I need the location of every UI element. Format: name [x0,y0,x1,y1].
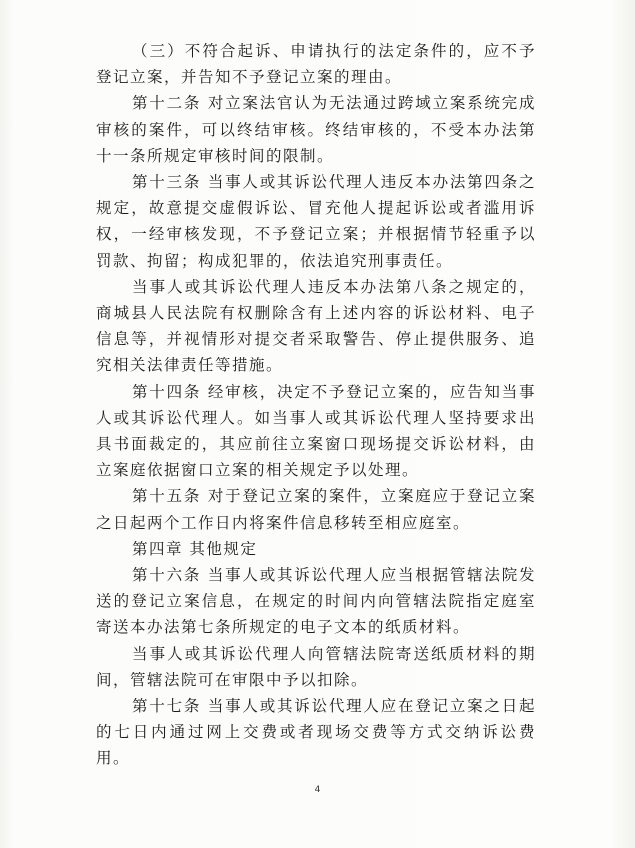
document-body [96,38,536,772]
article-17: 第十七条 当事人或其诉讼代理人应在登记立案之日起的七日内通过网上交费或者现场交费等方式交纳诉讼费用。 [96,697,536,768]
page-number: 4 [314,785,321,795]
article-15: 第十五条 对于登记立案的案件，立案庭应于登记立案之日起两个工作日内将案件信息移转至相应庭室。 [96,487,536,532]
article-14: 第十四条 经审核，决定不予登记立案的，应告知当事人或其诉讼代理人。如当事人或其诉讼代理人坚持要求出具书面裁定的，其应前往立案窗口现场提交诉讼材料，由立案庭依据窗口立案的相关规定予以处理。 [96,382,536,480]
chapter-4-heading: 第四章 其他规定 [132,539,258,558]
article-13-clause-2: 当事人或其诉讼代理人违反本办法第八条之规定的，商城县人民法院有权删除含有上述内容的诉讼材料、电子信息等，并视情形对提交者采取警告、停止提供服务、追究相关法律责任等措施。 [96,277,536,375]
article-13: 第十三条 当事人或其诉讼代理人违反本办法第四条之规定，故意提交虚假诉讼、冒充他人提起诉讼或者滥用诉权，一经审核发现，不予登记立案；并根据情节轻重予以罚款、拘留；构成犯罪的，依法追究刑事责任。 [96,173,536,270]
article-12: 第十二条 对立案法官认为无法通过跨域立案系统完成审核的案件，可以终结审核。终结审核的，不受本办法第十一条所规定审核时间的限制。 [96,94,536,165]
article-16-clause-2: 当事人或其诉讼代理人向管辖法院寄送纸质材料的期间，管辖法院可在审限中予以扣除。 [96,644,536,689]
paragraph-item-3: （三）不符合起诉、申请执行的法定条件的，应不予登记立案，并告知不予登记立案的理由。 [96,42,536,87]
article-16: 第十六条 当事人或其诉讼代理人应当根据管辖法院发送的登记立案信息，在规定的时间内向管辖法院指定庭室寄送本办法第七条所规定的电子文本的纸质材料。 [96,566,536,637]
